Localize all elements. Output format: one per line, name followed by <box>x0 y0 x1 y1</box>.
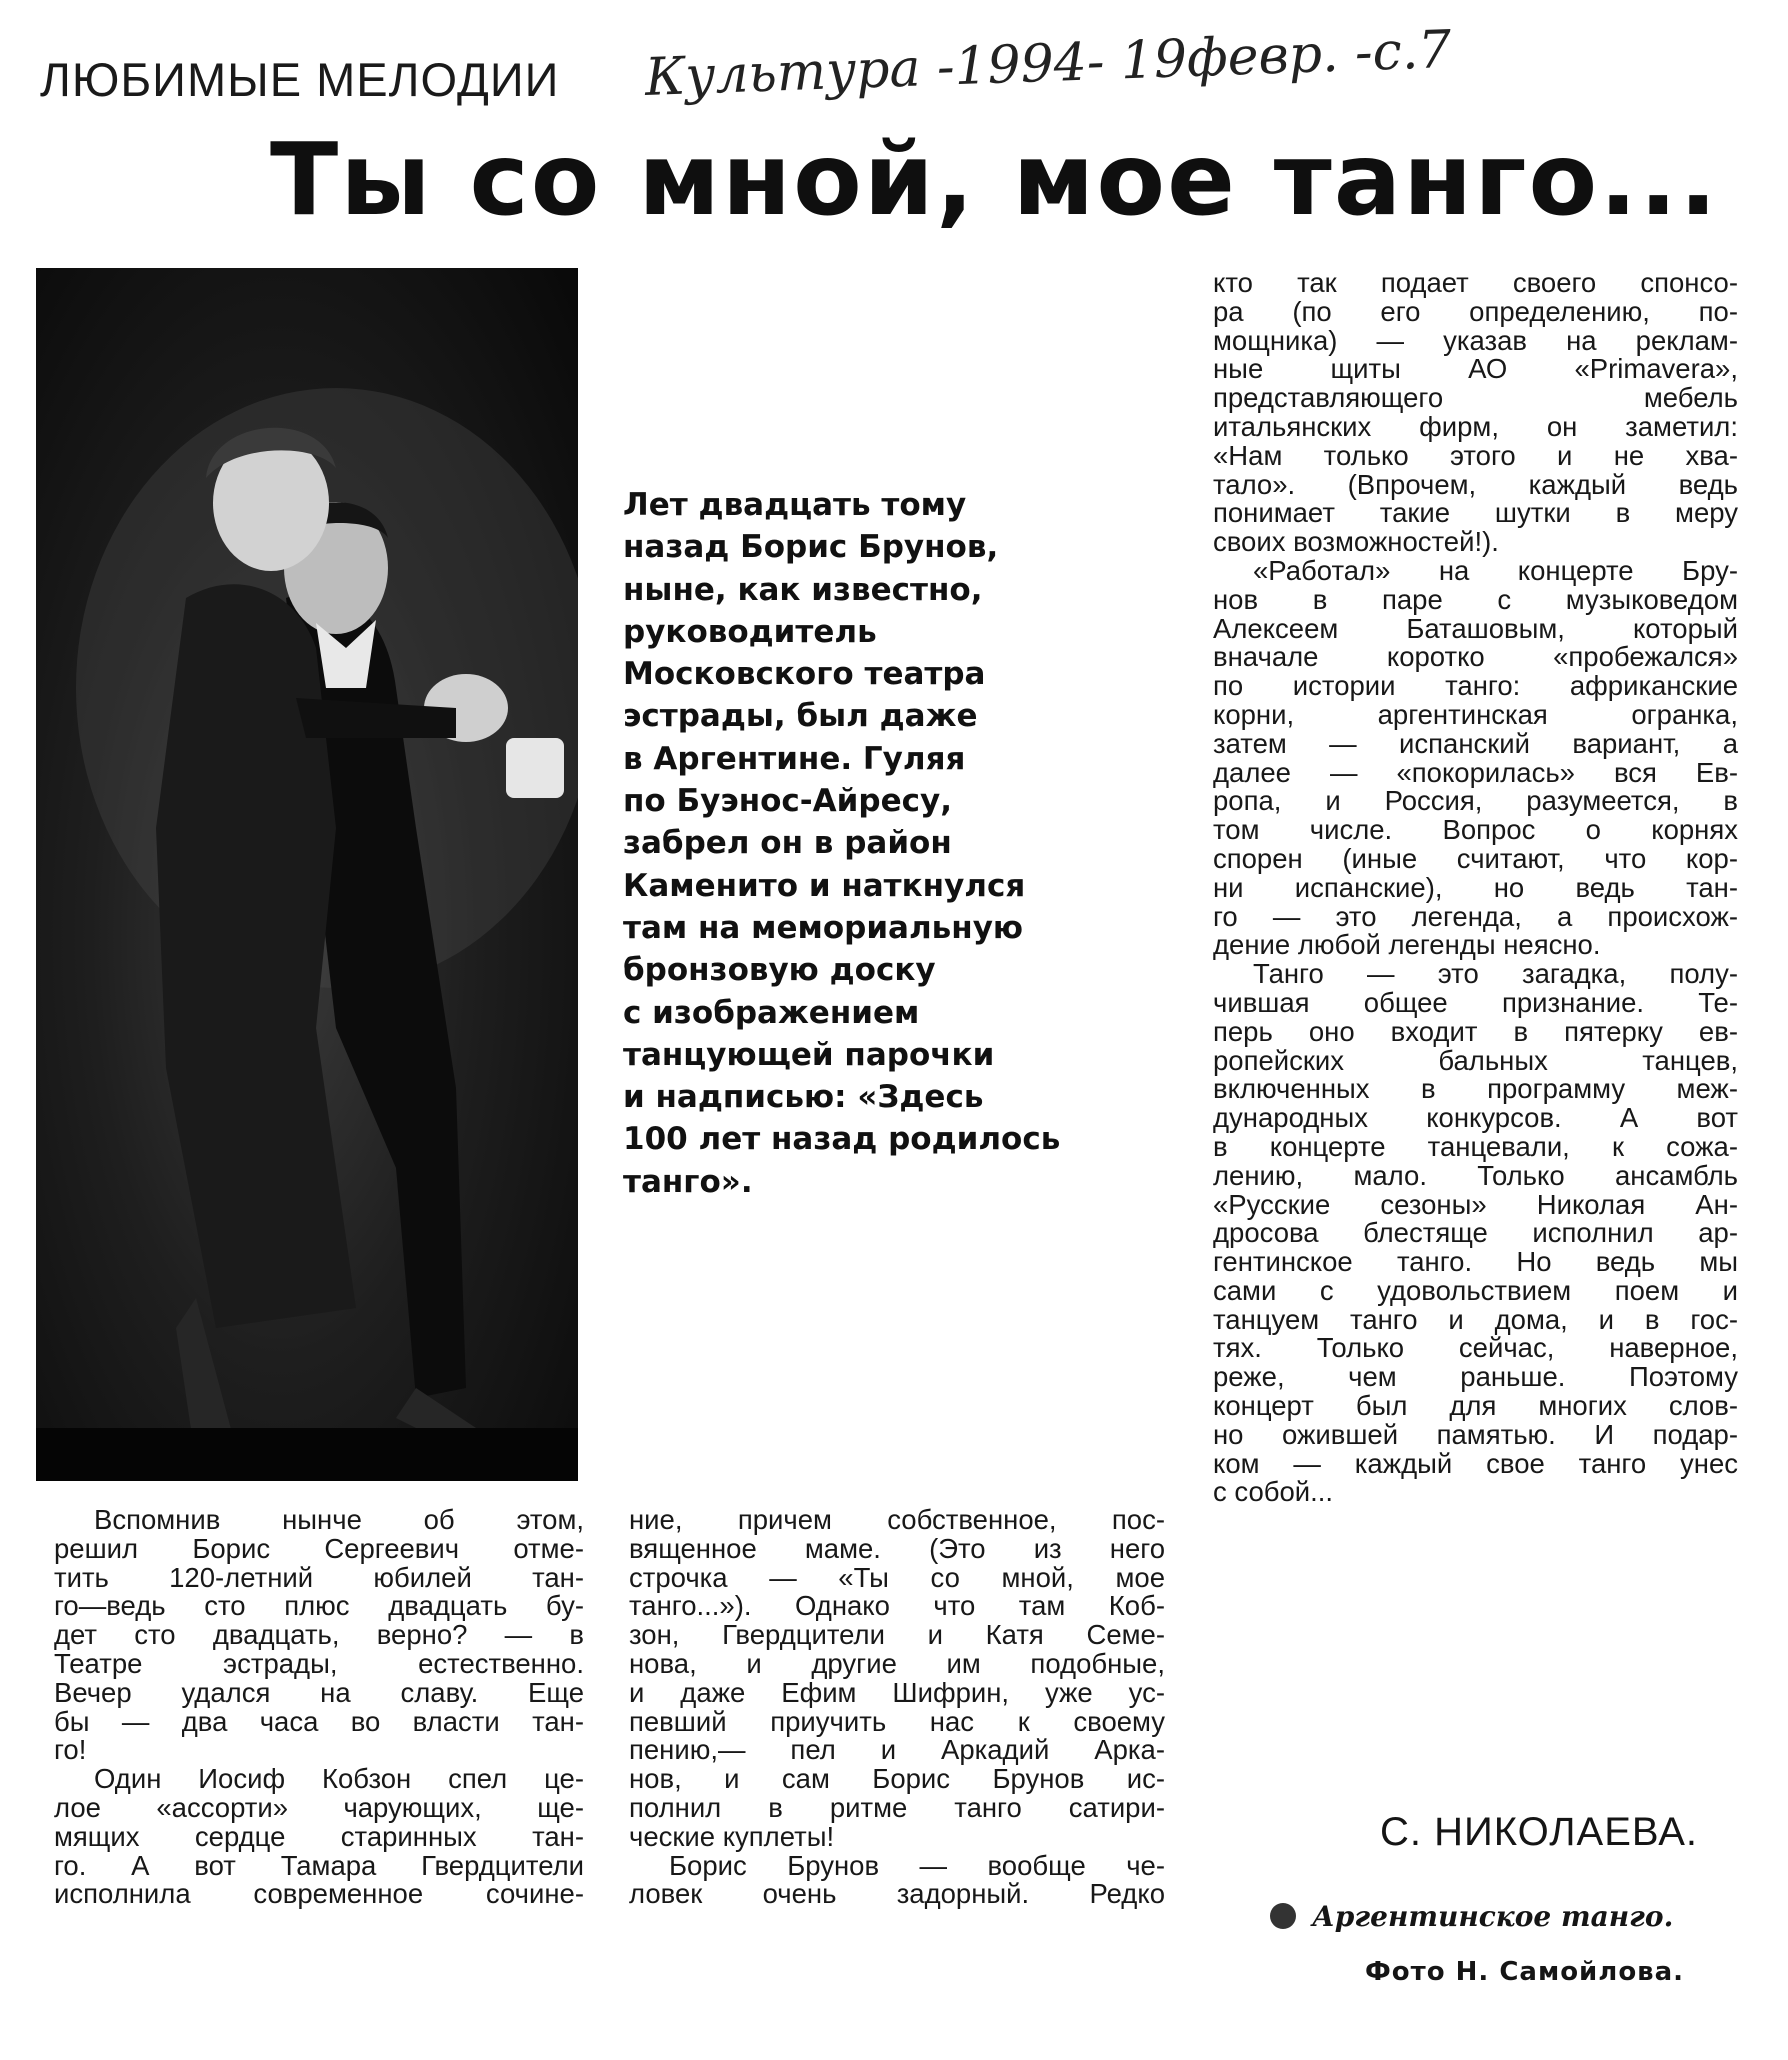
lead-line: забрел он в район <box>623 825 952 862</box>
text-line: ческие куплеты! <box>629 1820 835 1852</box>
author-signature: С. НИКОЛАЕВА. <box>1380 1810 1699 1854</box>
text-line: полнил в ритме танго сатири- <box>629 1791 1165 1823</box>
text-line: сами с удовольствием поем и <box>1213 1274 1738 1306</box>
text-line: Алексеем Баташовым, который <box>1213 612 1738 644</box>
text-line: вященное маме. (Это из него <box>629 1532 1165 1564</box>
article-column-1 <box>54 1506 584 1909</box>
text-line: мощника) — указав на реклам- <box>1213 324 1738 356</box>
lead-line: назад Борис Брунов, <box>623 529 999 566</box>
text-line: ком — каждый свое танго унес <box>1213 1447 1738 1479</box>
text-line: пению,— пел и Аркадий Арка- <box>629 1734 1165 1766</box>
text-line: мящих сердце старинных тан- <box>54 1820 584 1852</box>
text-line: дение любой легенды неясно. <box>1213 929 1601 961</box>
text-line: Вспомнив нынче об этом, <box>94 1504 584 1535</box>
text-line: далее — «покорилась» вся Ев- <box>1213 756 1738 788</box>
lead-line: с изображением <box>623 994 920 1031</box>
lead-line: ныне, как известно, <box>623 571 983 608</box>
lead-line: танцующей парочки <box>623 1036 995 1073</box>
lead-line: по Буэнос-Айресу, <box>623 783 952 820</box>
text-line: спорен (иные считают, что кор- <box>1213 842 1738 874</box>
text-line: зон, Гвердцители и Катя Семе- <box>629 1619 1165 1651</box>
lead-line: там на мемориальную <box>623 909 1024 946</box>
text-line: Вечер удался на славу. Еще <box>54 1676 584 1708</box>
text-line: исполнила современное сочине- <box>54 1878 584 1910</box>
text-line: ловек очень задорный. Редко <box>629 1878 1165 1910</box>
lead-line: в Аргентине. Гуляя <box>623 740 966 777</box>
text-line: включенных в программу меж- <box>1213 1073 1738 1105</box>
text-line: го! <box>54 1734 87 1766</box>
text-line: реже, чем раньше. Поэтому <box>1213 1361 1738 1393</box>
photo-credit: Фото Н. Самойлова. <box>1365 1957 1685 1987</box>
text-line: концерт был для многих слов- <box>1213 1390 1738 1422</box>
text-line: «Нам только этого и не хва- <box>1213 439 1738 471</box>
text-line: том числе. Вопрос о корнях <box>1213 814 1738 846</box>
lead-line: Каменито и наткнулся <box>623 867 1026 904</box>
text-line: корни, аргентинская огранка, <box>1213 698 1738 730</box>
text-line: бы — два часа во власти тан- <box>54 1705 584 1737</box>
text-line: но ожившей памятью. И подар- <box>1213 1418 1738 1450</box>
text-line: дународных конкурсов. А вот <box>1213 1102 1738 1134</box>
text-line: певший приучить нас к своему <box>629 1705 1165 1737</box>
text-line: и даже Ефим Шифрин, уже ус- <box>629 1676 1165 1708</box>
lead-line: Лет двадцать тому <box>623 487 967 523</box>
text-line: ропейских бальных танцев, <box>1213 1044 1738 1076</box>
text-line: лению, мало. Только ансамбль <box>1213 1159 1738 1191</box>
text-line: «Русские сезоны» Николая Ан- <box>1213 1188 1738 1220</box>
text-line: Театре эстрады, естественно. <box>54 1647 584 1679</box>
text-line: ра (по его определению, по- <box>1213 295 1738 327</box>
text-line: го. А вот Тамара Гвердцители <box>54 1849 584 1881</box>
handwritten-note: Культура -1994- 19февр. -с.7 <box>643 19 1453 108</box>
text-line: перь оно входит в пятерку ев- <box>1213 1015 1738 1047</box>
lead-line: Московского театра <box>623 656 986 693</box>
text-line: кто так подает своего спонсо- <box>1213 267 1738 298</box>
text-line: чившая общее признание. Те- <box>1213 986 1738 1018</box>
photo-caption-text: Аргентинское танго. <box>1312 1900 1674 1933</box>
lead-line: руководитель <box>623 613 877 650</box>
text-line: тало». (Впрочем, каждый ведь <box>1213 468 1738 500</box>
text-line: представляющего мебель <box>1213 382 1738 414</box>
text-line: дросова блестяще исполнил ар- <box>1213 1217 1738 1249</box>
text-line: «Работал» на концерте Бру- <box>1253 554 1738 586</box>
lead-line: и надписью: «Здесь <box>623 1079 984 1116</box>
text-line: ни испанские), но ведь тан- <box>1213 871 1738 903</box>
photo-caption <box>1270 1900 1673 1933</box>
tango-photo <box>36 268 578 1481</box>
text-line: Один Иосиф Кобзон спел це- <box>94 1763 584 1795</box>
text-line: танцуем танго и дома, и в гос- <box>1213 1303 1738 1335</box>
text-line: решил Борис Сергеевич отме- <box>54 1532 584 1564</box>
text-line: нова, и другие им подобные, <box>629 1647 1165 1679</box>
text-line: ные щиты АО «Primavera», <box>1213 353 1738 385</box>
text-line: затем — испанский вариант, а <box>1213 727 1738 759</box>
text-line: нов в паре с музыковедом <box>1213 583 1738 615</box>
text-line: дет сто двадцать, верно? — в <box>54 1619 584 1651</box>
article-column-2 <box>629 1506 1165 1909</box>
text-line: танго...»). Однако что там Коб- <box>629 1590 1165 1622</box>
text-line: лое «ассорти» чарующих, ще- <box>54 1791 584 1823</box>
headline: Ты со мной, мое танго... <box>270 121 1720 238</box>
text-line: в концерте танцевали, к сожа- <box>1213 1130 1738 1162</box>
text-line: ние, причем собственное, пос- <box>629 1504 1165 1535</box>
text-line: нов, и сам Борис Брунов ис- <box>629 1763 1165 1795</box>
article-column-3 <box>1213 269 1738 1507</box>
text-line: ропа, и Россия, разумеется, в <box>1213 785 1738 817</box>
lead-line: танго». <box>623 1163 753 1200</box>
text-line: понимает такие шутки в меру <box>1213 497 1738 529</box>
text-line: тях. Только сейчас, наверное, <box>1213 1332 1738 1364</box>
bullet-icon <box>1270 1903 1296 1929</box>
text-line: вначале коротко «пробежался» <box>1213 641 1738 673</box>
text-line: Танго — это загадка, полу- <box>1253 958 1738 990</box>
text-line: по истории танго: африканские <box>1213 670 1738 702</box>
rubric: ЛЮБИМЫЕ МЕЛОДИИ <box>40 53 560 106</box>
text-line: го — это легенда, а происхож- <box>1213 900 1738 932</box>
text-line: с собой... <box>1213 1476 1334 1508</box>
text-line: гентинское танго. Но ведь мы <box>1213 1246 1738 1278</box>
lead-line: эстрады, был даже <box>623 698 978 735</box>
text-line: итальянских фирм, он заметил: <box>1213 410 1738 442</box>
text-line: своих возможностей!). <box>1213 526 1499 558</box>
text-line: тить 120-летний юбилей тан- <box>54 1561 584 1593</box>
text-line: Борис Брунов — вообще че- <box>669 1849 1165 1881</box>
lead-paragraph <box>623 484 1143 1203</box>
lead-line: бронзовую доску <box>623 952 936 989</box>
text-line: го—ведь сто плюс двадцать бу- <box>54 1590 584 1622</box>
lead-line: 100 лет назад родилось <box>623 1121 1061 1158</box>
text-line: строчка — «Ты со мной, мое <box>629 1561 1165 1593</box>
